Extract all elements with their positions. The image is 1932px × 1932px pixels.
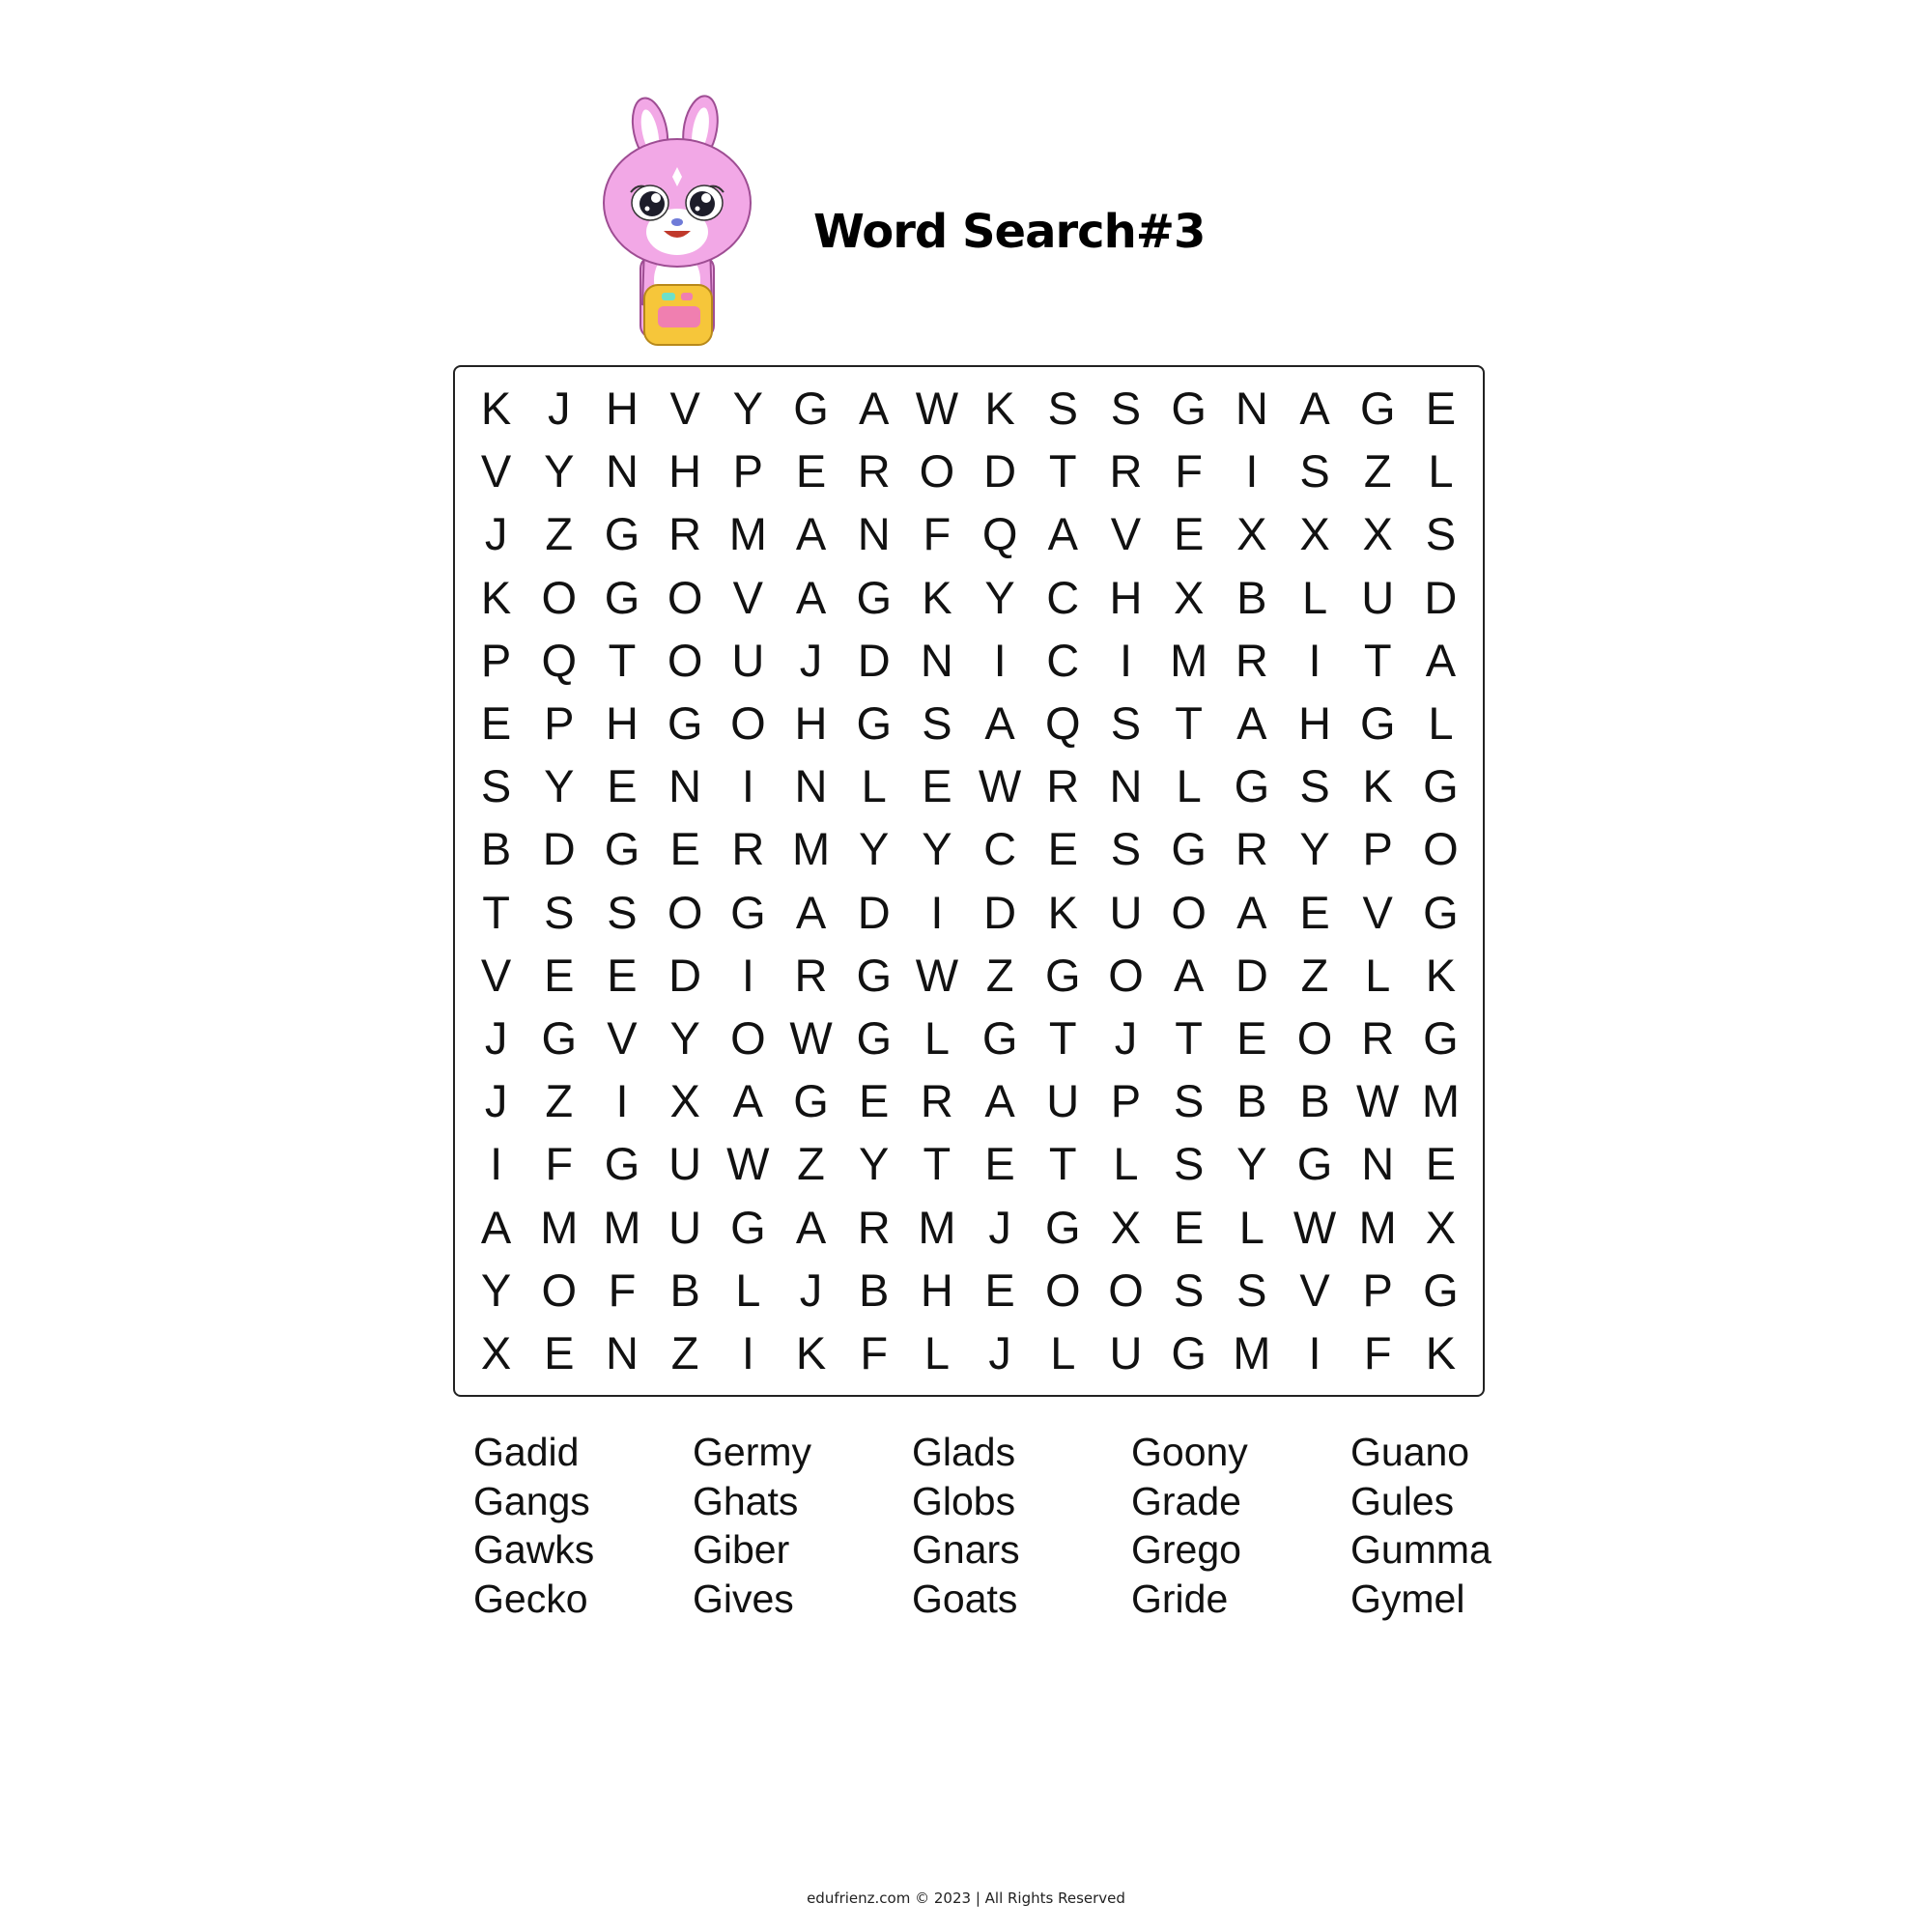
page-title: Word Search#3 (813, 205, 1206, 259)
grid-cell[interactable]: G (1171, 383, 1207, 435)
grid-cell[interactable]: E (1299, 886, 1330, 938)
grid-cell[interactable]: Y (544, 760, 575, 812)
grid-cell[interactable]: J (1114, 1011, 1138, 1064)
grid-cell[interactable]: D (857, 634, 891, 686)
grid-cell[interactable]: Z (985, 949, 1014, 1001)
grid-cell[interactable]: I (741, 1326, 754, 1378)
grid-cell[interactable]: S (1110, 823, 1142, 875)
grid-cell[interactable]: G (604, 571, 640, 623)
grid-cell[interactable]: S (1299, 760, 1330, 812)
grid-cell[interactable]: G (604, 1138, 640, 1190)
grid-cell[interactable]: M (1358, 1201, 1397, 1253)
grid-cell[interactable]: P (1110, 1075, 1142, 1127)
grid-cell[interactable]: H (794, 697, 828, 750)
grid-cell[interactable]: E (544, 1326, 575, 1378)
grid-cell[interactable]: Y (1236, 1138, 1267, 1190)
grid-cell[interactable]: W (726, 1138, 770, 1190)
grid-cell[interactable]: P (1362, 823, 1393, 875)
grid-cell[interactable]: G (981, 1011, 1018, 1064)
grid-cell[interactable]: N (857, 508, 891, 560)
grid-cell[interactable]: J (484, 508, 508, 560)
grid-cell[interactable]: Z (545, 1075, 574, 1127)
grid-cell[interactable]: G (793, 1075, 829, 1127)
grid-cell[interactable]: H (920, 1264, 953, 1316)
grid-cell[interactable]: H (1109, 571, 1143, 623)
grid-cell[interactable]: G (1423, 1264, 1459, 1316)
grid-cell[interactable]: F (860, 1326, 889, 1378)
grid-cell[interactable]: M (1421, 1075, 1460, 1127)
grid-cell[interactable]: Z (670, 1326, 699, 1378)
grid-cell[interactable]: A (1173, 949, 1205, 1001)
word-list-item: Globs (912, 1478, 1016, 1523)
grid-cell[interactable]: V (732, 571, 764, 623)
grid-cell[interactable]: I (615, 1075, 629, 1127)
grid-cell[interactable]: X (1299, 508, 1330, 560)
grid-cell[interactable]: L (861, 760, 887, 812)
grid-cell[interactable]: G (1359, 383, 1396, 435)
grid-cell[interactable]: U (1109, 886, 1143, 938)
word-list-item: Giber (693, 1527, 790, 1572)
grid-cell[interactable]: M (791, 823, 831, 875)
grid-cell[interactable]: K (480, 383, 512, 435)
word-list-item: Goony (1131, 1430, 1248, 1474)
grid-cell[interactable]: P (732, 445, 764, 497)
grid-cell[interactable]: K (1425, 949, 1457, 1001)
grid-cell[interactable]: R (857, 445, 891, 497)
grid-cell[interactable]: S (544, 886, 575, 938)
grid-cell[interactable]: O (919, 445, 955, 497)
grid-cell[interactable]: Y (859, 823, 890, 875)
grid-cell[interactable]: E (1047, 823, 1078, 875)
grid-cell[interactable]: A (795, 571, 827, 623)
grid-cell[interactable]: H (1298, 697, 1331, 750)
grid-cell[interactable]: J (484, 1075, 508, 1127)
grid-cell[interactable]: X (1425, 1201, 1457, 1253)
grid-cell[interactable]: G (730, 886, 766, 938)
grid-cell[interactable]: W (1293, 1201, 1337, 1253)
grid-cell[interactable]: U (731, 634, 765, 686)
grid-cell[interactable]: A (984, 697, 1015, 750)
grid-cell[interactable]: K (984, 383, 1015, 435)
grid-cell[interactable]: V (1299, 1264, 1330, 1316)
grid-cell[interactable]: N (668, 760, 702, 812)
grid-cell[interactable]: G (604, 508, 640, 560)
grid-cell[interactable]: S (1425, 508, 1457, 560)
grid-cell[interactable]: U (668, 1138, 702, 1190)
grid-cell[interactable]: J (988, 1326, 1011, 1378)
grid-cell[interactable]: S (1236, 1264, 1267, 1316)
word-list-item: Goats (912, 1576, 1018, 1621)
grid-cell[interactable]: N (1109, 760, 1143, 812)
grid-cell[interactable]: N (794, 760, 828, 812)
grid-cell[interactable]: G (856, 571, 892, 623)
grid-cell[interactable]: Y (922, 823, 952, 875)
grid-cell[interactable]: G (730, 1201, 766, 1253)
grid-cell[interactable]: O (667, 634, 703, 686)
grid-cell[interactable]: I (1308, 634, 1321, 686)
grid-cell[interactable]: G (1234, 760, 1270, 812)
grid-cell[interactable]: D (857, 886, 891, 938)
grid-cell[interactable]: E (795, 445, 827, 497)
grid-cell[interactable]: M (728, 508, 767, 560)
grid-cell[interactable]: L (1428, 697, 1454, 750)
grid-cell[interactable]: E (1425, 1138, 1457, 1190)
grid-cell[interactable]: K (1047, 886, 1078, 938)
grid-cell[interactable]: B (1236, 571, 1267, 623)
grid-cell[interactable]: I (993, 634, 1007, 686)
grid-cell[interactable]: E (607, 949, 638, 1001)
grid-cell[interactable]: E (1236, 1011, 1267, 1064)
grid-cell[interactable]: O (1423, 823, 1459, 875)
grid-cell[interactable]: I (741, 760, 754, 812)
grid-cell[interactable]: U (1361, 571, 1395, 623)
grid-cell[interactable]: F (1363, 1326, 1392, 1378)
grid-cell[interactable]: G (1423, 886, 1459, 938)
grid-cell[interactable]: B (480, 823, 512, 875)
grid-cell[interactable]: G (541, 1011, 578, 1064)
grid-cell[interactable]: R (920, 1075, 953, 1127)
grid-cell[interactable]: G (604, 823, 640, 875)
grid-cell[interactable]: B (1236, 1075, 1267, 1127)
grid-cell[interactable]: G (1045, 1201, 1081, 1253)
grid-cell[interactable]: I (1245, 445, 1259, 497)
grid-cell[interactable]: Y (480, 1264, 512, 1316)
grid-cell[interactable]: G (1171, 823, 1207, 875)
grid-cell[interactable]: M (1233, 1326, 1271, 1378)
grid-cell[interactable]: U (1109, 1326, 1143, 1378)
grid-cell[interactable]: T (1175, 1011, 1204, 1064)
grid-cell[interactable]: G (856, 697, 892, 750)
grid-cell[interactable]: A (795, 886, 827, 938)
grid-cell[interactable]: B (1299, 1075, 1330, 1127)
grid-cell[interactable]: P (480, 634, 512, 686)
grid-cell[interactable]: T (1048, 1138, 1077, 1190)
grid-cell[interactable]: Z (545, 508, 574, 560)
grid-cell[interactable]: W (978, 760, 1022, 812)
grid-cell[interactable]: N (920, 634, 953, 686)
grid-cell[interactable]: F (923, 508, 952, 560)
grid-cell[interactable]: E (922, 760, 952, 812)
grid-cell[interactable]: D (983, 886, 1017, 938)
grid-cell[interactable]: O (667, 571, 703, 623)
grid-cell[interactable]: S (922, 697, 952, 750)
word-search-grid-frame (453, 365, 1485, 1397)
grid-cell[interactable]: S (480, 760, 512, 812)
grid-cell[interactable]: E (1173, 1201, 1205, 1253)
word-list-item: Guano (1350, 1430, 1470, 1474)
grid-cell[interactable]: V (1110, 508, 1142, 560)
grid-cell[interactable]: K (922, 571, 952, 623)
grid-cell[interactable]: E (984, 1264, 1015, 1316)
grid-cell[interactable]: T (1363, 634, 1392, 686)
grid-cell[interactable]: M (603, 1201, 641, 1253)
grid-cell[interactable]: T (608, 634, 637, 686)
grid-cell[interactable]: V (480, 445, 512, 497)
grid-cell[interactable]: T (482, 886, 510, 938)
grid-cell[interactable]: G (667, 697, 703, 750)
grid-cell[interactable]: A (859, 383, 890, 435)
grid-cell[interactable]: J (988, 1201, 1011, 1253)
grid-cell[interactable]: G (856, 949, 892, 1001)
word-list (473, 1428, 1536, 1623)
grid-cell[interactable]: A (1425, 634, 1457, 686)
grid-cell[interactable]: L (1428, 445, 1454, 497)
grid-cell[interactable]: X (1173, 571, 1205, 623)
word-list-item: Gnars (912, 1527, 1020, 1572)
grid-cell[interactable]: C (1046, 634, 1080, 686)
grid-cell[interactable]: F (1175, 445, 1204, 497)
grid-cell[interactable]: R (731, 823, 765, 875)
grid-cell[interactable]: S (1299, 445, 1330, 497)
grid-cell[interactable]: R (857, 1201, 891, 1253)
grid-cell[interactable]: B (859, 1264, 890, 1316)
word-list-item: Gecko (473, 1576, 588, 1621)
grid-cell[interactable]: Z (1300, 949, 1329, 1001)
grid-cell[interactable]: S (607, 886, 638, 938)
grid-cell[interactable]: M (918, 1201, 956, 1253)
grid-cell[interactable]: O (1108, 1264, 1144, 1316)
grid-cell[interactable]: F (545, 1138, 574, 1190)
grid-cell[interactable]: W (789, 1011, 833, 1064)
grid-cell[interactable]: T (1175, 697, 1204, 750)
grid-cell[interactable]: K (1362, 760, 1393, 812)
grid-cell[interactable]: J (799, 1264, 823, 1316)
grid-cell[interactable]: N (1361, 1138, 1395, 1190)
grid-cell[interactable]: O (1045, 1264, 1081, 1316)
grid-cell[interactable]: L (1176, 760, 1202, 812)
grid-cell[interactable]: I (1308, 1326, 1321, 1378)
grid-cell[interactable]: A (1299, 383, 1330, 435)
grid-cell[interactable]: T (1048, 445, 1077, 497)
grid-cell[interactable]: Y (859, 1138, 890, 1190)
grid-cell[interactable]: N (605, 1326, 639, 1378)
grid-cell[interactable]: V (1362, 886, 1393, 938)
grid-cell[interactable]: Y (1299, 823, 1330, 875)
grid-cell[interactable]: G (856, 1011, 892, 1064)
word-list-item: Germy (693, 1430, 811, 1474)
grid-cell[interactable]: T (923, 1138, 952, 1190)
grid-cell[interactable]: V (480, 949, 512, 1001)
word-list-item: Ghats (693, 1478, 799, 1523)
grid-cell[interactable]: C (983, 823, 1017, 875)
grid-cell[interactable]: E (1173, 508, 1205, 560)
grid-cell[interactable]: X (1362, 508, 1393, 560)
grid-cell[interactable]: K (795, 1326, 827, 1378)
grid-cell[interactable]: L (1365, 949, 1391, 1001)
word-list-item: Grego (1131, 1527, 1241, 1572)
grid-cell[interactable]: E (544, 949, 575, 1001)
grid-cell[interactable]: R (1109, 445, 1143, 497)
grid-cell[interactable]: W (915, 383, 959, 435)
grid-cell[interactable]: Y (984, 571, 1015, 623)
grid-cell[interactable]: L (923, 1326, 950, 1378)
grid-cell[interactable]: O (667, 886, 703, 938)
grid-cell[interactable]: O (730, 1011, 766, 1064)
grid-cell[interactable]: Y (544, 445, 575, 497)
grid-cell[interactable]: Z (797, 1138, 825, 1190)
grid-cell[interactable]: A (795, 508, 827, 560)
grid-cell[interactable]: L (923, 1011, 950, 1064)
grid-cell[interactable]: S (1110, 697, 1142, 750)
grid-cell[interactable]: O (1171, 886, 1207, 938)
grid-cell[interactable]: H (668, 445, 702, 497)
word-list-item: Gives (693, 1576, 794, 1621)
grid-cell[interactable]: U (1046, 1075, 1080, 1127)
grid-cell[interactable]: A (480, 1201, 512, 1253)
grid-cell[interactable]: S (1173, 1264, 1205, 1316)
grid-cell[interactable]: S (1173, 1075, 1205, 1127)
grid-cell[interactable]: E (1425, 383, 1457, 435)
grid-cell[interactable]: M (540, 1201, 579, 1253)
word-list-item: Gawks (473, 1527, 595, 1572)
grid-cell[interactable]: X (1110, 1201, 1142, 1253)
word-list-item: Gumma (1350, 1527, 1492, 1572)
grid-cell[interactable]: W (1356, 1075, 1400, 1127)
word-list-item: Gride (1131, 1576, 1229, 1621)
grid-cell[interactable]: D (1424, 571, 1458, 623)
grid-cell[interactable]: P (1362, 1264, 1393, 1316)
grid-cell[interactable]: L (735, 1264, 761, 1316)
grid-cell[interactable]: A (984, 1075, 1015, 1127)
grid-cell[interactable]: G (1423, 1011, 1459, 1064)
grid-cell[interactable]: Y (732, 383, 764, 435)
grid-cell[interactable]: Q (1045, 697, 1081, 750)
word-list-item: Grade (1131, 1478, 1241, 1523)
grid-cell[interactable]: H (605, 383, 639, 435)
grid-cell[interactable]: X (1236, 508, 1267, 560)
grid-cell[interactable]: X (669, 1075, 700, 1127)
grid-cell[interactable]: S (1173, 1138, 1205, 1190)
grid-cell[interactable]: G (793, 383, 829, 435)
grid-cell[interactable]: A (795, 1201, 827, 1253)
grid-cell[interactable]: R (794, 949, 828, 1001)
grid-cell[interactable]: O (730, 697, 766, 750)
grid-cell[interactable]: G (1296, 1138, 1333, 1190)
grid-cell[interactable]: K (480, 571, 512, 623)
word-search-grid (465, 377, 1472, 1384)
grid-cell[interactable]: O (541, 571, 578, 623)
grid-cell[interactable]: C (1046, 571, 1080, 623)
word-list-item: Gadid (473, 1430, 580, 1474)
grid-cell[interactable]: L (1050, 1326, 1076, 1378)
grid-cell[interactable]: N (605, 445, 639, 497)
grid-cell[interactable]: A (1236, 886, 1267, 938)
grid-cell[interactable]: B (669, 1264, 700, 1316)
grid-cell[interactable]: E (859, 1075, 890, 1127)
grid-cell[interactable]: P (544, 697, 575, 750)
grid-cell[interactable]: V (607, 1011, 638, 1064)
grid-cell[interactable]: F (608, 1264, 637, 1316)
grid-cell[interactable]: L (1301, 571, 1328, 623)
grid-cell[interactable]: L (1113, 1138, 1139, 1190)
grid-cell[interactable]: O (541, 1264, 578, 1316)
grid-cell[interactable]: I (1119, 634, 1132, 686)
grid-cell[interactable]: D (983, 445, 1017, 497)
grid-cell[interactable]: J (799, 634, 823, 686)
grid-cell[interactable]: R (1235, 634, 1268, 686)
grid-cell[interactable]: Y (669, 1011, 700, 1064)
grid-cell[interactable]: A (732, 1075, 764, 1127)
grid-cell[interactable]: T (1048, 1011, 1077, 1064)
grid-cell[interactable]: G (1359, 697, 1396, 750)
grid-cell[interactable]: J (484, 1011, 508, 1064)
grid-cell[interactable]: D (1235, 949, 1268, 1001)
grid-cell[interactable]: R (1235, 823, 1268, 875)
grid-cell[interactable]: I (930, 886, 944, 938)
grid-cell[interactable]: H (605, 697, 639, 750)
grid-cell[interactable]: I (490, 1138, 503, 1190)
grid-cell[interactable]: R (1361, 1011, 1395, 1064)
grid-cell[interactable]: W (915, 949, 959, 1001)
grid-cell[interactable]: G (1045, 949, 1081, 1001)
grid-cell[interactable]: D (542, 823, 576, 875)
grid-cell[interactable]: O (1108, 949, 1144, 1001)
word-list-item: Gymel (1350, 1576, 1465, 1621)
grid-cell[interactable]: N (1235, 383, 1268, 435)
word-list-item: Gules (1350, 1478, 1455, 1523)
grid-cell[interactable]: G (1423, 760, 1459, 812)
grid-cell[interactable]: V (669, 383, 700, 435)
grid-cell[interactable]: L (1238, 1201, 1264, 1253)
bunny-mascot-icon (594, 92, 763, 353)
grid-cell[interactable]: Z (1363, 445, 1392, 497)
grid-cell[interactable]: S (1110, 383, 1142, 435)
grid-cell[interactable]: X (480, 1326, 512, 1378)
grid-cell[interactable]: D (668, 949, 702, 1001)
grid-cell[interactable]: A (1236, 697, 1267, 750)
grid-cell[interactable]: A (1047, 508, 1078, 560)
copyright-footer: edufrienz.com © 2023 | All Rights Reserved (807, 1889, 1125, 1907)
grid-cell[interactable]: G (1171, 1326, 1207, 1378)
grid-cell[interactable]: R (1046, 760, 1080, 812)
grid-cell[interactable]: Q (981, 508, 1018, 560)
grid-cell[interactable]: Q (541, 634, 578, 686)
grid-cell[interactable]: U (668, 1201, 702, 1253)
grid-cell[interactable]: E (480, 697, 512, 750)
grid-cell[interactable]: J (548, 383, 571, 435)
grid-cell[interactable]: E (984, 1138, 1015, 1190)
grid-cell[interactable]: S (1047, 383, 1078, 435)
word-list-item: Glads (912, 1430, 1016, 1474)
grid-cell[interactable]: M (1170, 634, 1208, 686)
grid-cell[interactable]: R (668, 508, 702, 560)
grid-cell[interactable]: E (669, 823, 700, 875)
grid-cell[interactable]: O (1296, 1011, 1333, 1064)
grid-cell[interactable]: E (607, 760, 638, 812)
grid-cell[interactable]: I (741, 949, 754, 1001)
grid-cell[interactable]: K (1425, 1326, 1457, 1378)
word-list-item: Gangs (473, 1478, 590, 1523)
